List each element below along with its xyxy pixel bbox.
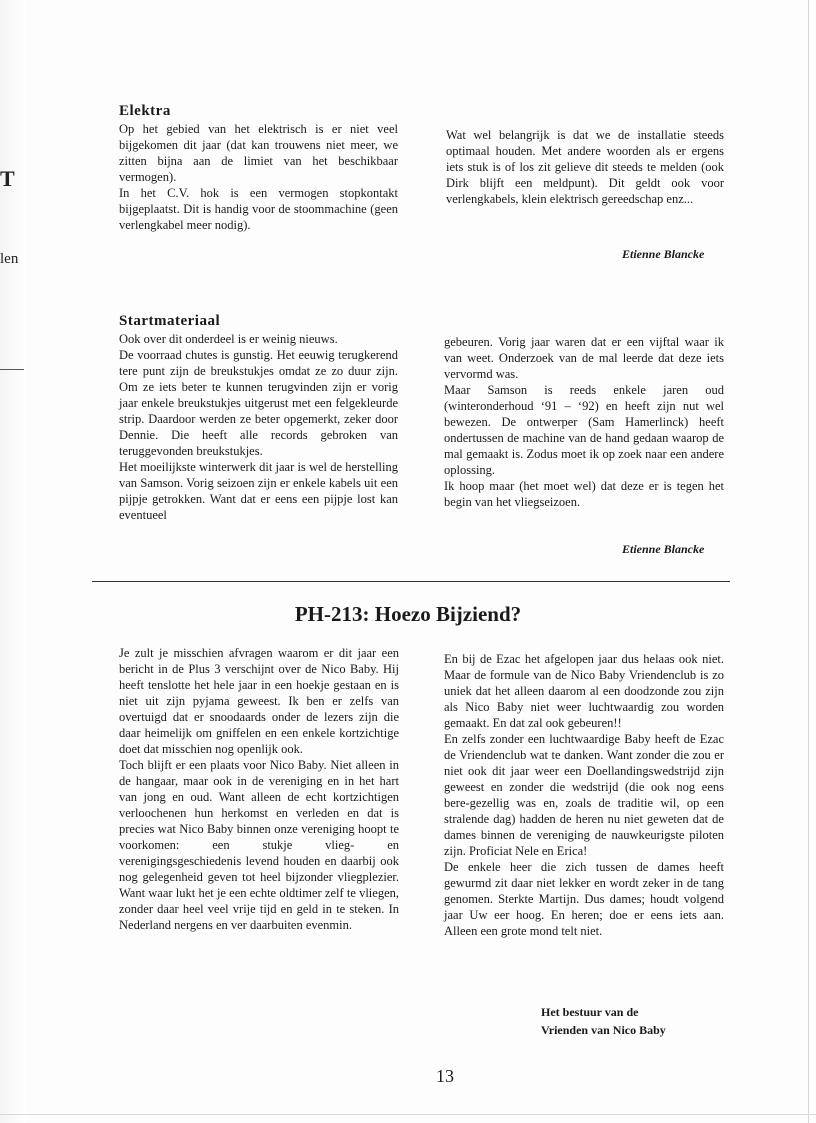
paragraph: Ook over dit onderdeel is er weinig nieuws. [119, 332, 338, 346]
paragraph: Je zult je misschien afvragen waarom er dit jaar een bericht in de Plus 3 verschijnt over de Nico Baby. Hij heeft tenslotte het hele jaar in een hoekje gestaan en is niet uit zijn pyjama geweest. Ik ben er zelfs van overtuigd dat er snoodaards onder de lezers zijn die daar heimelijk om gniffelen en een enkele kortzichtige doet dat misschien nog openlijk ook. [119, 646, 399, 756]
paragraph: In het C.V. hok is een vermogen stopkontakt bijgeplaatst. Dit is handig voor de stoommachine (geen verlengkabel meer nodig). [119, 186, 398, 232]
section-heading-elektra: Elektra [119, 103, 171, 119]
margin-letter: T [0, 166, 15, 191]
paragraph: De voorraad chutes is gunstig. Het eeuwig terugkerend tere punt zijn de breukstukjes omdat ze zo duur zijn. Om ze iets beter te kunnen terugvinden zijn er vorig jaar enkele breukstukjes uitgerust met een felgekleurde strip. Daardoor werden ze beter opgemerkt, zeker door Dennie. Die heeft alle records gebroken van teruggevonden breukstukjes. [119, 348, 398, 458]
startmateriaal-left-column [119, 331, 398, 523]
article-right-column [444, 651, 724, 939]
bottom-edge-rule [0, 1114, 816, 1115]
paragraph: En zelfs zonder een luchtwaardige Baby heeft de Ezac de Vriendenclub wat te danken. Want zonder die zou er niet ook dit jaar weer een Doellandingswedstrijd zijn geweest en zonder die wedstrijd (die ook nog eens bere-gezellig was en, zoals de traditie wil, op een stralende dag) hadden de heren nu niet geweten dat de dames binnen de vereniging de nauwkeurigste piloten zijn. Proficiat Nele en Erica! [444, 732, 724, 858]
paragraph: Toch blijft er een plaats voor Nico Baby. Niet alleen in de hangaar, maar ook in de vereniging en in het hart van jong en oud. Want alleen de echt kortzichtigen verloochenen hun herkomst en verleden en dat is precies wat Nico Baby binnen onze vereniging hoopt te voorkomen: een stukje vlieg- en verenigingsgeschiedenis levend houden en daarbij ook nog gelegenheid geven tot heel bijzonder vliegplezier. Want waar lukt het je een echte oldtimer zelf te vliegen, zonder daar heel veel vrije tijd en geld in te steken. In Nederland nergens en ver daarbuiten evenmin. [119, 758, 399, 932]
right-edge-rule [808, 0, 809, 1123]
article-left-column [119, 645, 399, 933]
startmateriaal-right-column [444, 334, 724, 510]
article-signature-line-2: Vrienden van Nico Baby [541, 1023, 666, 1037]
paragraph: gebeuren. Vorig jaar waren dat er een vijftal waar ik van weet. Onderzoek van de mal leerde dat deze iets vervormd was. [444, 335, 724, 381]
paragraph: Op het gebied van het elektrisch is er niet veel bijgekomen dit jaar (dat kan trouwens niet meer, we zitten bijna aan de limiet van het beschikbaar vermogen). [119, 122, 398, 184]
margin-divider [0, 369, 24, 370]
paragraph: En bij de Ezac het afgelopen jaar dus helaas ook niet. Maar de formule van de Nico Baby Vriendenclub is zo uniek dat het alleen daarom al een doodzonde zou zijn als Nico Baby niet weer luchtwaardig zou worden gemaakt. En dat zal ook gebeuren!! [444, 652, 724, 730]
margin-word: len [0, 251, 19, 267]
elektra-right-column [446, 127, 724, 207]
elektra-left-column [119, 121, 398, 233]
section-heading-startmateriaal: Startmateriaal [119, 313, 221, 329]
paragraph: Wat wel belangrijk is dat we de installatie steeds optimaal houden. Met andere woorden als er ergens iets stuk is of los zit gelieve dit steeds te melden (ook Dirk blijft een meldpunt). Dit geldt ook voor verlengkabels, klein elektrisch gereedschap enz... [446, 128, 724, 206]
article-signature-line-1: Het bestuur van de [541, 1005, 639, 1019]
article-title: PH-213: Hoezo Bijziend? [294, 602, 522, 626]
section-divider [92, 581, 730, 582]
paragraph: De enkele heer die zich tussen de dames heeft gewurmd zit daar niet lekker en wordt zeker in de tang genomen. Sterkte Martijn. Dus dames; houdt volgend jaar Uw eer hoog. En heren; doe er eens iets aan. Alleen een grote mond telt niet. [444, 860, 724, 938]
paragraph: Het moeilijkste winterwerk dit jaar is wel de herstelling van Samson. Vorig seizoen zijn er enkele kabels uit een pijpje getrokken. Want dat er eens een pijpje lost kan eventueel [119, 460, 398, 522]
elektra-signature: Etienne Blancke [622, 247, 705, 261]
startmateriaal-signature: Etienne Blancke [622, 542, 705, 556]
paragraph: Maar Samson is reeds enkele jaren oud (winteronderhoud ‘91 – ‘92) en heeft zijn nut wel bewezen. De ontwerper (Sam Hamerlinck) heeft ondertussen de machine van de hand gedaan waarop de mal gemaakt is. Zodus moet ik op zoek naar een andere oplossing. [444, 383, 724, 477]
page-number: 13 [436, 1066, 454, 1086]
paragraph: Ik hoop maar (het moet wel) dat deze er is tegen het begin van het vliegseizoen. [444, 479, 724, 509]
